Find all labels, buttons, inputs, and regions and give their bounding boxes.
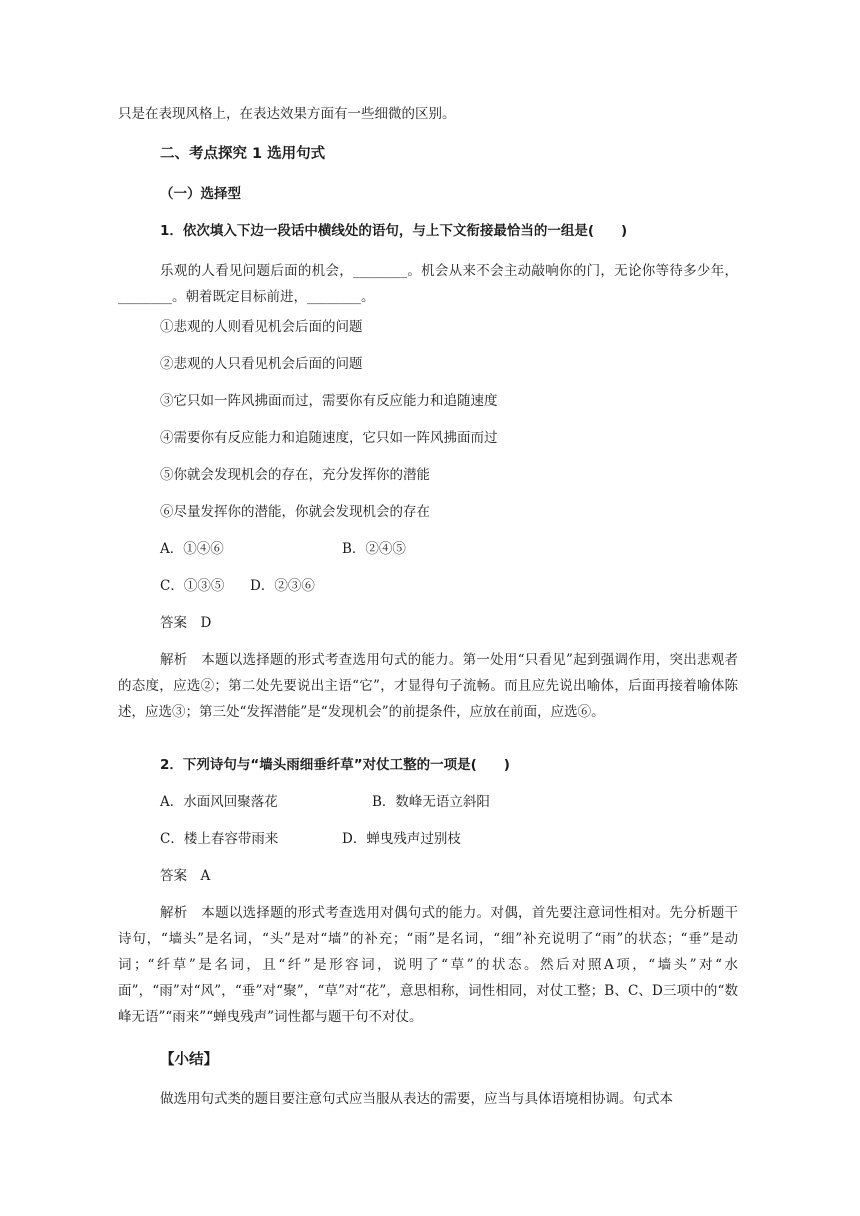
- q1-analysis: 解析 本题以选择题的形式考查选用句式的能力。第一处用“只看见”起到强调作用，突出悲观者的态度，应选②；第二处先要说出主语“它”，才显得句子流畅。而且应先说出喻体，后面再接着喻体陈述，应选③；第三处“发挥潜能”是“发现机会”的前提条件，应放在前面，应选⑥。: [118, 652, 738, 720]
- q1-answer: 答案 D: [160, 615, 212, 631]
- intro-line: 只是在表现风格上，在表达效果方面有一些细微的区别。: [118, 106, 456, 122]
- summary-text: 做选用句式类的题目要注意句式应当服从表达的需要，应当与具体语境相协调。句式本: [160, 1091, 673, 1107]
- q2-option-b: B．数峰无语立斜阳: [372, 794, 490, 810]
- q2-analysis: 解析 本题以选择题的形式考查选用对偶句式的能力。对偶，首先要注意词性相对。先分析题干诗句，“墙头”是名词，“头”是对“墙”的补充；“雨”是名词，“细”补充说明了“雨”的状态；“垂”是动词；“纤草”是名词，且“纤”是形容词，说明了“草”的状态。然后对照A项，“墙头”对“水面”，“雨”对“风”，“垂”对“聚”，“草”对“花”，意思相称，词性相同，对仗工整；B、C、D三项中的“数峰无语”“雨来”“蝉曳残声”词性都与题干句不对仗。: [118, 905, 738, 1025]
- section-heading: 二、考点探究 1 选用句式: [160, 146, 326, 162]
- q2-answer: 答案 A: [160, 868, 211, 884]
- q1-option-d: D．②③⑥: [250, 578, 315, 594]
- q2-option-d: D．蝉曳残声过别枝: [342, 831, 461, 847]
- question-1: 1．依次填入下边一段话中横线处的语句，与上下文衔接最恰当的一组是( ): [160, 223, 628, 239]
- q1-item-1: ①悲观的人则看见机会后面的问题: [160, 319, 363, 335]
- question-1-passage: 乐观的人看见问题后面的机会，________。机会从来不会主动敲响你的门，无论你等待多少年，________。朝着既定目标前进，________。: [118, 263, 738, 305]
- q1-item-4: ④需要你有反应能力和追随速度，它只如一阵风拂面而过: [160, 430, 498, 446]
- q1-item-3: ③它只如一阵风拂面而过，需要你有反应能力和追随速度: [160, 393, 498, 409]
- q1-item-2: ②悲观的人只看见机会后面的问题: [160, 356, 363, 372]
- q2-option-a: A．水面风回聚落花: [160, 794, 278, 810]
- summary-heading: 【小结】: [160, 1052, 218, 1068]
- q2-option-c: C．楼上春容带雨来: [160, 831, 279, 847]
- q1-option-a: A．①④⑥: [160, 541, 224, 557]
- q1-item-5: ⑤你就会发现机会的存在，充分发挥你的潜能: [160, 467, 430, 483]
- q1-option-b: B．②④⑤: [342, 541, 406, 557]
- q1-option-c: C．①③⑤: [160, 578, 225, 594]
- question-2: 2．下列诗句与“墙头雨细垂纤草”对仗工整的一项是( ): [160, 757, 510, 773]
- subsection-heading: （一）选择型: [160, 186, 241, 202]
- q1-item-6: ⑥尽量发挥你的潜能，你就会发现机会的存在: [160, 504, 430, 520]
